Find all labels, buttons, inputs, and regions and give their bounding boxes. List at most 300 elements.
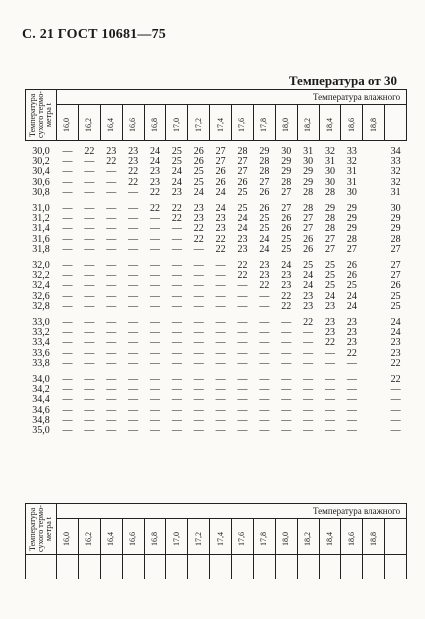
table-cell: — [149,425,160,437]
table-cell: — [346,425,357,437]
table-cell: 29 [390,223,401,235]
table-cell: 26 [346,270,357,282]
table-cell: 27 [390,260,401,272]
table-cell: — [62,357,73,369]
table-cell: 24 [237,213,248,225]
table-cell: — [84,425,95,437]
table-cell: — [84,394,95,406]
table-cell: 24 [215,203,226,215]
table-cell: 29 [303,176,314,188]
table-cell: 32 [324,146,335,157]
table-cell: — [259,374,270,386]
table-cell: — [171,347,182,359]
table-cell: — [149,213,160,225]
table-cell: — [149,260,160,272]
table-cell: 28 [303,203,314,215]
column-header [385,519,407,555]
table-cell: 23 [324,317,335,329]
table-cell: 22 [237,260,248,272]
table-cell [363,385,385,395]
column-header: 16,4 [100,519,122,555]
table-cell: — [106,260,117,272]
table-cell: — [62,176,73,188]
table-cell: 25 [324,260,335,272]
column-header: 16,2 [78,105,100,141]
table-cell: — [193,317,204,329]
table-cell: — [193,394,204,406]
table-cell: — [390,394,401,406]
table-cell: 30 [281,146,292,157]
table-cell: — [193,290,204,302]
table-cell: — [237,374,248,386]
table-cell: 24 [390,317,401,329]
table-cell: — [346,374,357,386]
table-cell: — [84,300,95,312]
table-cell: — [84,156,95,168]
table-cell: — [84,223,95,235]
table-cell: 26 [193,146,204,157]
table-cell: — [193,243,204,255]
table-cell: — [84,347,95,359]
table-cell: — [193,374,204,386]
table-cell: — [281,414,292,426]
table-cell: — [84,374,95,386]
table-cell: — [106,270,117,282]
table-cell: — [237,404,248,416]
table-cell: 22 [259,280,270,292]
row-temperature: 31,4 [32,223,50,235]
table-cell: — [106,223,117,235]
table-cell [363,349,385,359]
row-temperature: 35,0 [32,425,50,437]
table-cell: — [149,223,160,235]
table-cell: — [84,327,95,339]
table-cell: 31 [346,166,357,178]
table-cell [363,302,385,312]
table-cell: — [62,300,73,312]
table-cell: 23 [281,280,292,292]
table-cell: 22 [281,290,292,302]
table-cell: 23 [259,260,270,272]
table-cell: — [62,384,73,396]
group-header: Температура влажного [57,504,407,519]
table-cell: — [128,213,139,225]
table-cell: 30 [324,166,335,178]
table-cell: — [259,384,270,396]
row-temperature: 34,8 [32,414,50,426]
table-cell: 22 [128,166,139,178]
table-cell: 23 [106,146,117,157]
column-header: 17,8 [253,519,275,555]
table-cell: — [84,243,95,255]
table-cell: — [84,166,95,178]
table-cell: — [106,394,117,406]
table-cell: 24 [281,260,292,272]
column-header: 16,2 [78,519,100,555]
table-cell: — [128,280,139,292]
table-cell: — [149,290,160,302]
table-cell: — [171,394,182,406]
table-cell: — [324,357,335,369]
column-header: 16,6 [122,105,144,141]
table-cell: — [215,280,226,292]
table-cell: — [303,425,314,437]
table-cell [363,204,385,214]
table-cell: 31 [303,146,314,157]
table-cell [363,395,385,405]
table-cell: 29 [346,213,357,225]
table-cell: — [259,290,270,302]
table-cell: 24 [237,223,248,235]
table-cell: 30 [346,186,357,198]
table-cell: — [62,233,73,245]
table-cell: 25 [281,243,292,255]
table-cell: — [149,280,160,292]
table-cell: 22 [390,374,401,386]
table-cell [363,188,385,198]
row-temperature: 33,4 [32,337,50,349]
table-cell: 29 [281,166,292,178]
column-header: 18,8 [363,519,385,555]
table-cell: 22 [106,156,117,168]
table-cell: 23 [324,300,335,312]
table-cell: — [390,425,401,437]
table-cell: — [215,327,226,339]
column-header: 16,4 [100,105,122,141]
row-temperature: 31,6 [32,233,50,245]
table-cell [363,235,385,245]
row-temperature: 34,4 [32,394,50,406]
table-cell: 25 [171,156,182,168]
table-cell: 29 [346,223,357,235]
table-cell: — [106,300,117,312]
column-header: 16,6 [122,519,144,555]
table-cell: — [106,176,117,188]
table-cell: 22 [237,270,248,282]
table-cell: 23 [237,243,248,255]
table-cell: — [324,425,335,437]
table-cell: — [215,347,226,359]
table-cell: — [84,337,95,349]
table-cell: — [171,243,182,255]
table-cell: — [62,166,73,178]
table-cell: — [62,374,73,386]
table-cell: — [346,394,357,406]
table-cell: — [106,384,117,396]
table-cell: 22 [324,337,335,349]
table-cell: — [149,404,160,416]
table-cell: — [149,337,160,349]
column-header: 16,0 [57,519,79,555]
table-cell: 29 [390,213,401,225]
table-cell: — [215,425,226,437]
table-cell: — [62,260,73,272]
table-cell: 29 [324,203,335,215]
table-cell: 22 [215,243,226,255]
table-cell: 29 [346,203,357,215]
table-cell: — [62,156,73,168]
table-cell: 23 [128,156,139,168]
table-cell: — [215,374,226,386]
table-cell: — [106,317,117,329]
table-cell: 32 [346,156,357,168]
table-cell: — [62,327,73,339]
table-cell: 26 [281,213,292,225]
table-cell: — [84,270,95,282]
table-cell: 22 [149,186,160,198]
table-cell: 24 [259,243,270,255]
table-cell: 22 [303,317,314,329]
table-cell [363,281,385,291]
column-header: 18,2 [297,519,319,555]
table-cell: — [346,404,357,416]
table-cell: — [128,337,139,349]
table-cell: 23 [171,186,182,198]
table-cell: — [171,280,182,292]
table-cell: 23 [259,270,270,282]
table-cell: — [259,337,270,349]
table-cell: — [303,327,314,339]
table-cell: 30 [324,176,335,188]
table-cell: — [106,414,117,426]
table-cell: 26 [215,176,226,188]
table-cell: 27 [215,156,226,168]
table-cell: — [346,357,357,369]
table-cell: 27 [281,203,292,215]
table-cell: 28 [281,176,292,188]
table-cell: — [106,404,117,416]
row-temperature: 32,8 [32,300,50,312]
table-cell: — [259,404,270,416]
table-cell: — [346,384,357,396]
table-cell [363,328,385,338]
table-cell: — [106,233,117,245]
table-cell [363,271,385,281]
table-cell: — [171,223,182,235]
table-cell: — [303,394,314,406]
table-cell: — [171,300,182,312]
table-cell: — [149,243,160,255]
table-cell: — [62,270,73,282]
table-cell [363,157,385,167]
table-cell: 24 [171,166,182,178]
column-header: 18,4 [319,519,341,555]
table-cell: — [237,384,248,396]
table-cell: — [84,357,95,369]
table-cell: — [128,394,139,406]
table-cell: — [84,233,95,245]
table-cell: 22 [215,233,226,245]
table-cell: 23 [193,213,204,225]
table-cell: — [193,347,204,359]
table-cell: 24 [215,186,226,198]
table-cell: 26 [259,203,270,215]
table-cell: — [106,327,117,339]
table-cell: — [62,414,73,426]
table-cell: — [171,414,182,426]
column-header: 17,4 [210,519,232,555]
table-cell: — [171,425,182,437]
table-cell: — [281,347,292,359]
table-cell: — [237,394,248,406]
row-temperature: 34,0 [32,374,50,386]
humidity-table-continued-header [25,503,407,579]
table-cell: 26 [303,233,314,245]
table-cell: — [193,280,204,292]
table-cell: 29 [259,146,270,157]
table-cell: — [281,337,292,349]
table-cell: 25 [303,260,314,272]
table-cell: 28 [390,233,401,245]
table-cell: 26 [346,260,357,272]
table-cell: 23 [346,337,357,349]
table-cell: 23 [193,203,204,215]
table-cell: 22 [390,357,401,369]
table-cell: 26 [193,156,204,168]
row-temperature: 30,0 [32,146,50,157]
table-cell: — [259,357,270,369]
table-cell: 23 [237,233,248,245]
table-cell: — [171,270,182,282]
row-temperature: 30,6 [32,176,50,188]
column-header: 18,0 [275,105,297,141]
table-cell: 27 [303,213,314,225]
table-cell: 22 [84,146,95,157]
table-cell: — [128,404,139,416]
table-cell: — [303,337,314,349]
table-cell: — [62,203,73,215]
empty-row [26,555,407,580]
table-cell: — [62,213,73,225]
table-cell: — [281,374,292,386]
table-cell: — [128,270,139,282]
table-cell: 23 [390,337,401,349]
table-cell: — [149,300,160,312]
table-cell: — [84,384,95,396]
table-cell: — [84,414,95,426]
table-cell: — [84,186,95,198]
table-cell: — [193,384,204,396]
table-cell: 24 [390,327,401,339]
row-temperature: 31,2 [32,213,50,225]
table-cell [363,224,385,234]
table-cell: 27 [390,243,401,255]
table-cell: 33 [390,156,401,168]
table-cell: — [62,290,73,302]
table-cell: 28 [324,213,335,225]
row-temperature: 33,0 [32,317,50,329]
table-row [26,359,407,369]
table-cell: — [237,414,248,426]
table-cell: 25 [259,213,270,225]
row-temperature: 34,6 [32,404,50,416]
table-cell [363,167,385,177]
table-cell: — [106,425,117,437]
table-cell: 29 [303,166,314,178]
table-cell: 23 [303,300,314,312]
table-cell: 27 [324,243,335,255]
table-cell: — [324,374,335,386]
table-cell: — [128,260,139,272]
row-temperature: 33,8 [32,357,50,369]
table-cell: 26 [390,280,401,292]
table-cell: — [171,404,182,416]
row-temperature: 31,0 [32,203,50,215]
table-cell: — [324,384,335,396]
table-cell: 25 [259,223,270,235]
table-cell: 31 [324,156,335,168]
row-temperature: 34,2 [32,384,50,396]
row-temperature: 32,0 [32,260,50,272]
table-cell: 24 [303,280,314,292]
table-cell: — [215,414,226,426]
table-cell: — [193,425,204,437]
table-cell: — [215,357,226,369]
table-cell: — [84,290,95,302]
table-cell: 27 [303,223,314,235]
column-header: 17,6 [232,519,254,555]
table-cell: — [128,317,139,329]
table-cell: — [171,317,182,329]
table-cell: 27 [237,166,248,178]
table-cell: — [237,300,248,312]
table-cell: 32 [390,176,401,188]
column-header: 17,8 [253,105,275,141]
table-cell: 28 [346,233,357,245]
column-header: 18,0 [275,519,297,555]
table-cell: — [149,327,160,339]
table-cell: — [193,337,204,349]
table-cell: 23 [215,213,226,225]
table-cell: 27 [346,243,357,255]
column-header: 17,2 [188,519,210,555]
table-cell: — [62,243,73,255]
table-cell: — [171,337,182,349]
table-cell: — [106,374,117,386]
row-axis-label: Температура сухого термо- метра t [26,90,57,141]
table-cell: 27 [215,146,226,157]
table-cell: — [390,384,401,396]
table-cell: 33 [346,146,357,157]
table-cell: — [193,404,204,416]
table-cell: — [84,203,95,215]
table-cell: 30 [303,156,314,168]
table-cell: 23 [149,176,160,188]
table-row [26,245,407,255]
table-cell: — [193,327,204,339]
table-cell: — [237,280,248,292]
table-cell: 28 [259,166,270,178]
table-cell: 25 [237,203,248,215]
table-cell: 25 [281,233,292,245]
table-cell: 24 [259,233,270,245]
table-cell: — [149,270,160,282]
table-cell: — [149,233,160,245]
table-cell [363,406,385,416]
table-cell: — [303,384,314,396]
table-cell: 25 [346,280,357,292]
table-cell: 22 [346,347,357,359]
table-cell: — [106,280,117,292]
table-cell: — [259,414,270,426]
table-cell: 31 [390,186,401,198]
table-cell: 27 [390,270,401,282]
table-cell: — [215,384,226,396]
table-cell: 22 [193,233,204,245]
table-cell: — [84,404,95,416]
table-cell: 25 [237,186,248,198]
table-cell: 24 [324,290,335,302]
